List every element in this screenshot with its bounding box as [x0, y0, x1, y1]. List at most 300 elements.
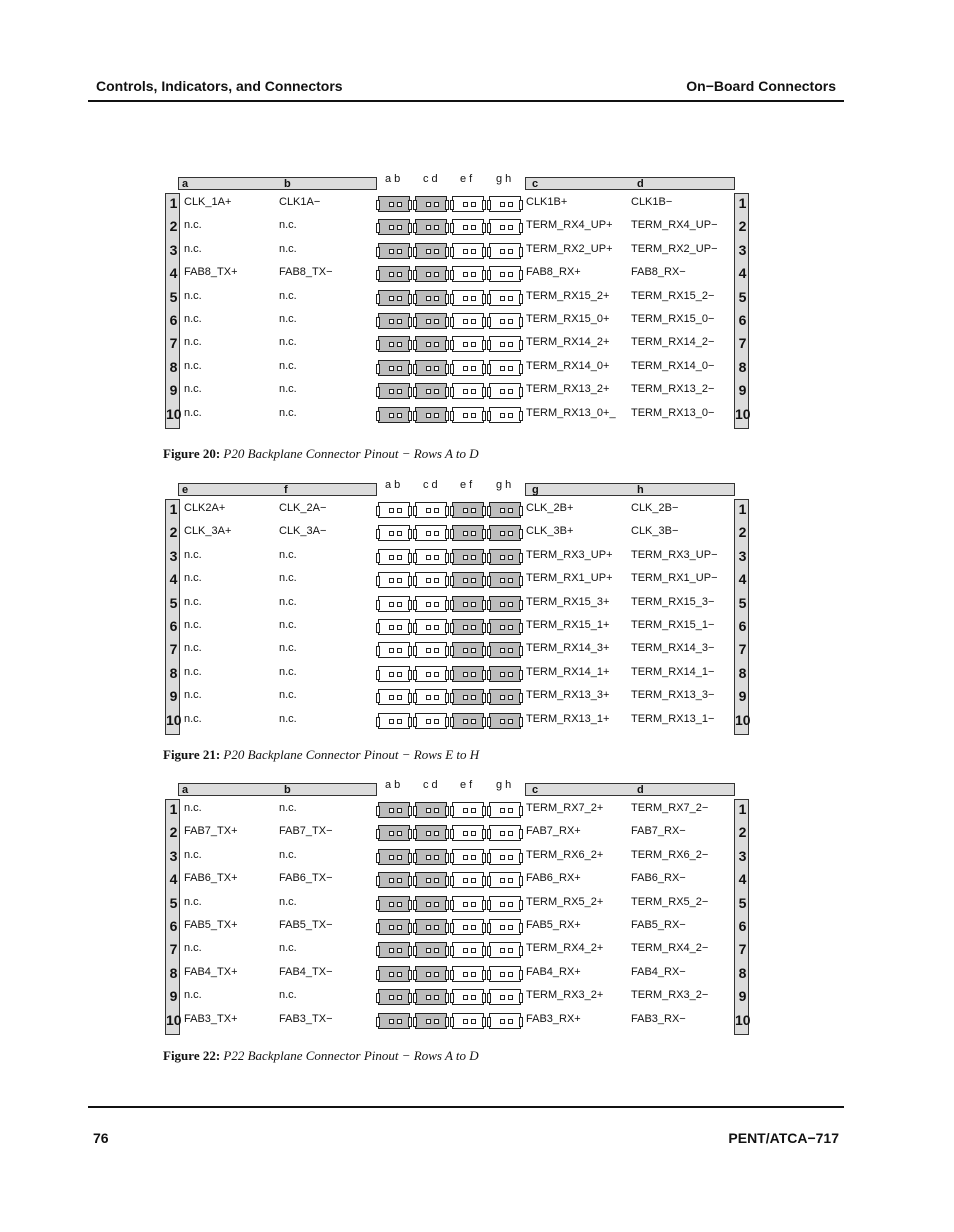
signal-name: TERM_RX14_3− — [631, 642, 715, 655]
signal-name: TERM_RX14_0− — [631, 359, 715, 372]
signal-name: n.c. — [184, 712, 202, 725]
pinout-row — [163, 986, 755, 1009]
pin-pair-contact — [489, 689, 521, 705]
signal-name: TERM_RX13_0− — [631, 406, 715, 419]
column-letter: a — [182, 178, 189, 190]
pinout-row — [163, 333, 755, 356]
pin-pair-contact — [378, 619, 410, 635]
signal-name: n.c. — [279, 689, 297, 702]
pin-pair-contact — [452, 942, 484, 958]
pin-pair-contact — [415, 872, 447, 888]
left-column-header — [178, 483, 377, 496]
row-number-right: 9 — [738, 382, 747, 399]
pin-pair-contact — [452, 849, 484, 865]
pin-pair-contact — [452, 383, 484, 399]
pin-pair-contact — [415, 290, 447, 306]
signal-name: TERM_RX5_2+ — [526, 895, 604, 908]
pinout-row — [163, 499, 755, 522]
signal-name: FAB3_RX− — [631, 1012, 686, 1025]
row-number-left: 8 — [169, 964, 178, 981]
row-number-left: 9 — [169, 382, 178, 399]
signal-name: CLK_2B+ — [526, 502, 574, 514]
signal-name: FAB4_RX− — [631, 965, 686, 978]
row-number-right: 6 — [738, 918, 747, 934]
figure-caption — [163, 747, 479, 763]
signal-name: TERM_RX15_1+ — [526, 619, 610, 631]
pinout-row — [163, 686, 755, 709]
pin-pair-contact — [378, 407, 410, 423]
pin-pair-contact — [378, 802, 410, 818]
pin-pair-contact — [415, 336, 447, 352]
signal-name: FAB8_TX+ — [184, 266, 238, 279]
pin-pair-contact — [378, 872, 410, 888]
signal-name: TERM_RX4_UP− — [631, 219, 718, 232]
page-number: 76 — [93, 1130, 109, 1146]
signal-name: n.c. — [279, 712, 297, 725]
row-number-left: 1 — [169, 501, 178, 517]
pin-pair-contact — [489, 825, 521, 841]
pin-pair-contact — [452, 989, 484, 1005]
row-number-left: 8 — [169, 664, 178, 681]
pin-pair-contact — [452, 290, 484, 306]
pin-pair-contact — [489, 313, 521, 329]
signal-name: n.c. — [279, 406, 297, 419]
column-letter: a — [182, 784, 189, 796]
figure-caption — [163, 1048, 479, 1064]
signal-name: TERM_RX15_3+ — [526, 595, 610, 608]
column-letter: g — [532, 484, 539, 496]
pin-pair-contact — [489, 502, 521, 518]
signal-name: n.c. — [279, 242, 297, 255]
pin-pair-contact — [378, 825, 410, 841]
signal-name: n.c. — [184, 572, 202, 585]
pinout-row — [163, 569, 755, 592]
pinout-row — [163, 240, 755, 263]
signal-name: TERM_RX14_1− — [631, 665, 715, 678]
signal-name: TERM_RX13_1− — [631, 712, 715, 725]
pinout-row — [163, 916, 755, 939]
signal-name: n.c. — [279, 895, 297, 908]
signal-name: n.c. — [184, 383, 202, 396]
signal-name: FAB6_RX+ — [526, 872, 581, 885]
pin-pair-label: a b — [385, 479, 401, 491]
row-number-right: 10 — [735, 711, 751, 728]
pin-pair-contact — [415, 196, 447, 212]
signal-name: TERM_RX3_UP+ — [526, 548, 613, 561]
pin-pair-contact — [452, 872, 484, 888]
pin-pair-contact — [415, 619, 447, 635]
signal-name: n.c. — [184, 595, 202, 608]
pin-pair-contact — [378, 360, 410, 376]
pin-pair-contact — [378, 596, 410, 612]
signal-name: n.c. — [184, 989, 202, 1002]
row-number-right: 8 — [738, 664, 747, 681]
row-number-left: 5 — [169, 288, 178, 305]
row-number-left: 3 — [169, 547, 178, 564]
pin-pair-label: c d — [423, 779, 438, 791]
signal-name: FAB4_TX− — [279, 965, 333, 978]
pin-pair-contact — [415, 313, 447, 329]
signal-name: FAB8_RX+ — [526, 266, 581, 279]
pin-pair-contact — [452, 219, 484, 235]
row-number-right: 5 — [738, 594, 747, 611]
pin-pair-contact — [415, 849, 447, 865]
pin-pair-contact — [415, 383, 447, 399]
signal-name: TERM_RX4_2− — [631, 942, 709, 955]
signal-name: FAB5_TX− — [279, 919, 333, 931]
signal-name: n.c. — [184, 942, 202, 955]
row-number-right: 1 — [738, 195, 747, 211]
signal-name: CLK_2A− — [279, 502, 327, 514]
pin-pair-contact — [415, 596, 447, 612]
running-header-topic: On−Board Connectors — [686, 78, 836, 94]
row-number-right: 7 — [738, 335, 747, 352]
signal-name: n.c. — [184, 895, 202, 908]
pin-pair-contact — [452, 360, 484, 376]
row-number-left: 2 — [169, 824, 178, 841]
signal-name: n.c. — [279, 642, 297, 655]
pin-pair-contact — [452, 919, 484, 935]
pin-pair-label: e f — [460, 779, 473, 791]
pin-pair-contact — [452, 1013, 484, 1029]
pin-pair-label: a b — [385, 173, 401, 185]
signal-name: CLK_3B+ — [526, 525, 574, 538]
header-rule — [88, 100, 844, 102]
right-column-header — [525, 177, 735, 190]
product-name: PENT/ATCA−717 — [728, 1130, 839, 1146]
pin-pair-contact — [415, 525, 447, 541]
signal-name: n.c. — [279, 336, 297, 349]
signal-name: TERM_RX14_3+ — [526, 642, 610, 655]
signal-name: n.c. — [279, 848, 297, 861]
signal-name: TERM_RX1_UP− — [631, 572, 718, 585]
signal-name: n.c. — [279, 383, 297, 396]
pin-pair-contact — [452, 713, 484, 729]
signal-name: FAB4_RX+ — [526, 965, 581, 978]
row-number-right: 3 — [738, 547, 747, 564]
pin-pair-contact — [489, 942, 521, 958]
signal-name: n.c. — [279, 942, 297, 955]
pinout-row — [163, 799, 755, 822]
right-column-header — [525, 783, 735, 796]
pin-pair-contact — [452, 407, 484, 423]
signal-name: TERM_RX13_2+ — [526, 383, 610, 396]
pin-pair-label: g h — [496, 479, 512, 491]
pinout-row — [163, 216, 755, 239]
signal-name: TERM_RX13_3+ — [526, 689, 610, 702]
signal-name: CLK1B+ — [526, 196, 568, 208]
row-number-left: 3 — [169, 241, 178, 258]
signal-name: TERM_RX13_2− — [631, 383, 715, 396]
signal-name: CLK_3A+ — [184, 525, 232, 538]
pin-pair-label: c d — [423, 479, 438, 491]
pinout-row — [163, 287, 755, 310]
signal-name: n.c. — [279, 219, 297, 232]
pin-pair-contact — [452, 549, 484, 565]
signal-name: TERM_RX14_2+ — [526, 336, 610, 349]
pinout-row — [163, 522, 755, 545]
pin-pair-contact — [452, 336, 484, 352]
right-column-header — [525, 483, 735, 496]
column-letter: e — [182, 484, 189, 496]
row-number-left: 6 — [169, 918, 178, 934]
pin-pair-contact — [489, 243, 521, 259]
signal-name: FAB7_TX+ — [184, 825, 238, 838]
pin-pair-contact — [415, 896, 447, 912]
pin-pair-label: g h — [496, 173, 512, 185]
signal-name: n.c. — [184, 242, 202, 255]
signal-name: FAB7_RX− — [631, 825, 686, 838]
signal-name: TERM_RX15_2+ — [526, 289, 610, 302]
pin-pair-contact — [415, 219, 447, 235]
signal-name: TERM_RX5_2− — [631, 895, 709, 908]
pin-pair-contact — [452, 525, 484, 541]
pin-pair-contact — [378, 942, 410, 958]
pin-pair-contact — [452, 196, 484, 212]
row-number-left: 4 — [169, 265, 178, 282]
signal-name: CLK1A− — [279, 196, 321, 208]
signal-name: n.c. — [184, 219, 202, 232]
signal-name: FAB3_RX+ — [526, 1012, 581, 1025]
pin-pair-contact — [415, 802, 447, 818]
pin-pair-contact — [489, 549, 521, 565]
row-number-left: 5 — [169, 894, 178, 911]
pin-pair-contact — [378, 849, 410, 865]
caption-label: Figure 22: — [163, 1048, 221, 1063]
signal-name: n.c. — [184, 802, 202, 814]
signal-name: FAB8_TX− — [279, 266, 333, 279]
pinout-row — [163, 869, 755, 892]
row-number-right: 4 — [738, 871, 747, 888]
pin-pair-contact — [489, 596, 521, 612]
pin-pair-contact — [415, 642, 447, 658]
row-number-left: 8 — [169, 358, 178, 375]
pinout-row — [163, 822, 755, 845]
row-number-right: 7 — [738, 941, 747, 958]
signal-name: n.c. — [279, 572, 297, 585]
pinout-row — [163, 663, 755, 686]
signal-name: TERM_RX14_2− — [631, 336, 715, 349]
signal-name: n.c. — [184, 619, 202, 631]
pin-pair-contact — [489, 290, 521, 306]
signal-name: TERM_RX13_1+ — [526, 712, 610, 725]
pin-pair-contact — [378, 219, 410, 235]
signal-name: n.c. — [184, 289, 202, 302]
row-number-right: 3 — [738, 847, 747, 864]
pin-pair-contact — [415, 266, 447, 282]
pin-pair-contact — [378, 989, 410, 1005]
row-number-right: 6 — [738, 618, 747, 634]
row-number-right: 3 — [738, 241, 747, 258]
pin-pair-contact — [415, 989, 447, 1005]
pin-pair-contact — [489, 383, 521, 399]
pin-pair-contact — [489, 572, 521, 588]
pin-pair-contact — [452, 596, 484, 612]
column-letter: f — [284, 484, 288, 496]
row-number-left: 6 — [169, 618, 178, 634]
row-number-right: 7 — [738, 641, 747, 658]
running-header-section: Controls, Indicators, and Connectors — [96, 78, 343, 94]
pinout-row — [163, 639, 755, 662]
signal-name: CLK1B− — [631, 196, 673, 208]
signal-name: FAB8_RX− — [631, 266, 686, 279]
signal-name: FAB6_RX− — [631, 872, 686, 885]
pin-pair-contact — [415, 407, 447, 423]
pin-pair-contact — [378, 266, 410, 282]
pinout-row — [163, 939, 755, 962]
signal-name: TERM_RX14_1+ — [526, 665, 610, 678]
signal-name: FAB6_TX+ — [184, 872, 238, 885]
signal-name: TERM_RX7_2− — [631, 802, 709, 814]
signal-name: TERM_RX15_2− — [631, 289, 715, 302]
pin-pair-contact — [452, 802, 484, 818]
signal-name: n.c. — [184, 359, 202, 372]
row-number-left: 7 — [169, 641, 178, 658]
pinout-row — [163, 846, 755, 869]
row-number-right: 8 — [738, 358, 747, 375]
pin-pair-contact — [489, 666, 521, 682]
pin-pair-contact — [489, 619, 521, 635]
pin-pair-contact — [415, 713, 447, 729]
row-number-right: 8 — [738, 964, 747, 981]
pin-pair-contact — [415, 966, 447, 982]
pin-pair-contact — [452, 689, 484, 705]
signal-name: n.c. — [279, 289, 297, 302]
pinout-row — [163, 404, 755, 427]
pin-pair-contact — [378, 713, 410, 729]
row-number-left: 1 — [169, 195, 178, 211]
column-letter: b — [284, 784, 291, 796]
pin-pair-contact — [378, 383, 410, 399]
pinout-row — [163, 380, 755, 403]
signal-name: TERM_RX2_UP+ — [526, 242, 613, 255]
pinout-row — [163, 963, 755, 986]
pin-pair-contact — [378, 966, 410, 982]
signal-name: n.c. — [279, 548, 297, 561]
pin-pair-contact — [489, 196, 521, 212]
caption-label: Figure 21: — [163, 747, 221, 762]
row-number-left: 3 — [169, 847, 178, 864]
signal-name: FAB4_TX+ — [184, 965, 238, 978]
row-number-right: 2 — [738, 824, 747, 841]
pin-pair-contact — [489, 266, 521, 282]
row-number-right: 10 — [735, 1011, 751, 1028]
signal-name: FAB3_TX+ — [184, 1012, 238, 1025]
row-number-left: 7 — [169, 335, 178, 352]
signal-name: n.c. — [279, 619, 297, 631]
column-letter: c — [532, 784, 539, 796]
row-number-right: 9 — [738, 988, 747, 1005]
pin-pair-contact — [452, 619, 484, 635]
signal-name: TERM_RX3_2− — [631, 989, 709, 1002]
pin-pair-contact — [489, 1013, 521, 1029]
pin-pair-contact — [489, 642, 521, 658]
pinout-row — [163, 263, 755, 286]
signal-name: n.c. — [184, 336, 202, 349]
signal-name: n.c. — [184, 313, 202, 325]
left-column-header — [178, 783, 377, 796]
pin-pair-label: a b — [385, 779, 401, 791]
pin-pair-contact — [452, 502, 484, 518]
caption-label: Figure 20: — [163, 446, 221, 461]
figure-caption — [163, 446, 479, 462]
signal-name: n.c. — [279, 595, 297, 608]
signal-name: n.c. — [279, 313, 297, 325]
signal-name: CLK_3B− — [631, 525, 679, 538]
row-number-right: 5 — [738, 288, 747, 305]
row-number-left: 1 — [169, 801, 178, 817]
row-number-right: 2 — [738, 524, 747, 541]
pin-pair-contact — [378, 336, 410, 352]
pin-pair-contact — [415, 572, 447, 588]
pin-pair-contact — [452, 266, 484, 282]
pin-pair-contact — [378, 896, 410, 912]
pinout-row — [163, 357, 755, 380]
row-number-right: 6 — [738, 312, 747, 328]
row-number-left: 6 — [169, 312, 178, 328]
signal-name: CLK_2B− — [631, 502, 679, 514]
pin-pair-contact — [489, 872, 521, 888]
pin-pair-contact — [378, 313, 410, 329]
signal-name: FAB5_RX+ — [526, 919, 581, 931]
pin-pair-contact — [489, 336, 521, 352]
column-letter: d — [637, 178, 644, 190]
signal-name: CLK_3A− — [279, 525, 327, 538]
connector-figure-22 — [163, 779, 755, 1037]
column-letter: d — [637, 784, 644, 796]
row-number-left: 9 — [169, 988, 178, 1005]
pin-pair-contact — [415, 502, 447, 518]
signal-name: TERM_RX14_0+ — [526, 359, 610, 372]
pin-pair-contact — [489, 919, 521, 935]
pin-pair-contact — [415, 243, 447, 259]
signal-name: n.c. — [279, 665, 297, 678]
signal-name: TERM_RX6_2+ — [526, 848, 604, 861]
pin-pair-contact — [489, 360, 521, 376]
pin-pair-contact — [415, 942, 447, 958]
pinout-row — [163, 593, 755, 616]
signal-name: TERM_RX15_0− — [631, 313, 715, 325]
row-number-left: 10 — [166, 405, 182, 422]
row-number-right: 9 — [738, 688, 747, 705]
pin-pair-contact — [415, 919, 447, 935]
pin-pair-contact — [452, 666, 484, 682]
pinout-row — [163, 616, 755, 639]
pin-pair-contact — [452, 825, 484, 841]
signal-name: FAB7_RX+ — [526, 825, 581, 838]
pin-pair-contact — [378, 1013, 410, 1029]
signal-name: n.c. — [184, 665, 202, 678]
pin-pair-contact — [452, 642, 484, 658]
signal-name: FAB3_TX− — [279, 1012, 333, 1025]
pin-pair-contact — [378, 642, 410, 658]
pin-pair-contact — [489, 407, 521, 423]
signal-name: TERM_RX15_0+ — [526, 313, 610, 325]
pinout-row — [163, 546, 755, 569]
pin-pair-label: e f — [460, 479, 473, 491]
pin-pair-contact — [452, 896, 484, 912]
signal-name: n.c. — [184, 548, 202, 561]
pin-pair-contact — [452, 572, 484, 588]
signal-name: FAB5_TX+ — [184, 919, 238, 931]
row-number-right: 1 — [738, 801, 747, 817]
row-number-right: 5 — [738, 894, 747, 911]
row-number-right: 4 — [738, 571, 747, 588]
pin-pair-contact — [489, 896, 521, 912]
signal-name: n.c. — [279, 359, 297, 372]
pin-pair-contact — [378, 290, 410, 306]
row-number-left: 9 — [169, 688, 178, 705]
